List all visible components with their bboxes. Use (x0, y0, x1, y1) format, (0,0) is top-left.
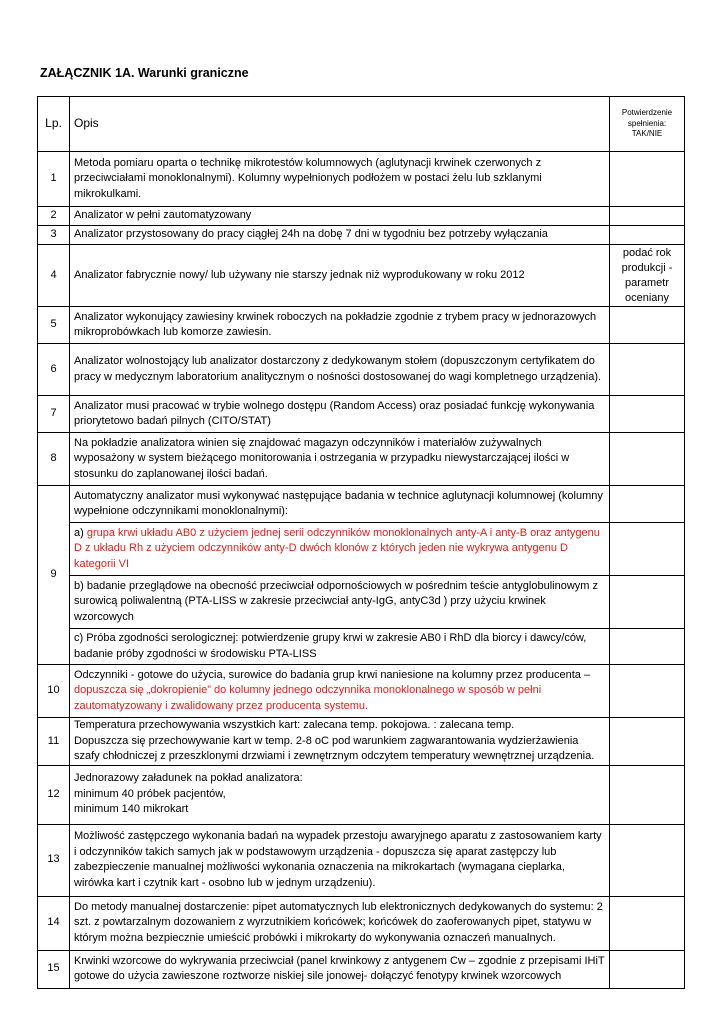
row-description: Analizator przystosowany do pracy ciągłej 24h na dobę 7 dni w tygodniu bez potrzeby wyłączania (70, 226, 610, 245)
table-row-sub (38, 523, 685, 576)
row-line: minimum 140 mikrokart (74, 803, 189, 816)
confirm-cell[interactable] (610, 665, 685, 718)
row-description: Analizator wykonujący zawiesiny krwinek roboczych na pokładzie zgodnie z trybem pracy w jednorazowych mikroprobówkach lub komorze zawiesin. (70, 307, 610, 344)
row-number: 13 (38, 824, 70, 896)
row-description (70, 665, 610, 718)
row-text: Odczynniki - gotowe do użycia, surowice do badania grup krwi naniesione na kolumny przez producenta – (74, 668, 591, 681)
table-row (38, 152, 685, 207)
row-number: 5 (38, 307, 70, 344)
confirm-cell[interactable]: podać rok produkcji - parametr oceniany (610, 245, 685, 307)
header-opis: Opis (70, 97, 610, 152)
confirm-cell[interactable] (610, 523, 685, 576)
table-row (38, 665, 685, 718)
row-description: Metoda pomiaru oparta o technikę mikrotestów kolumnowych (aglutynacji krwinek czerwonych z przeciwciałami monoklonalnymi). Kolumny wypełnionych podłożem w postaci żelu lub szklanymi mikrokulkami. (70, 152, 610, 207)
row-description (70, 718, 610, 766)
row-line: Temperatura przechowywania wszystkich kart: zalecana temp. pokojowa. : zalecana temp. (74, 719, 515, 731)
row-text-red: dopuszcza się „dokropienie” do kolumny jednego odczynnika monoklonalnego w sposób w pełni zautomatyzowany i zwalidowany przez producenta systemu. (74, 684, 542, 712)
confirm-cell[interactable] (610, 226, 685, 245)
header-confirm: Potwierdzenie spełnienia: TAK/NIE (610, 97, 685, 152)
row-description: Możliwość zastępczego wykonania badań na wypadek przestoju awaryjnego aparatu z zastosowaniem karty i odczynników takich samych jak w podstawowym urządzenia - dopuszcza się aparat zastępczy lub zabezpieczenie manualnej możliwości wykonania oznaczenia na mikrokartach (wymagana cieplarka, wirówka kart i czytnik kart - osobno lub w jednym urządzeniu). (70, 824, 610, 896)
confirm-cell[interactable] (610, 396, 685, 433)
table-row (38, 245, 685, 307)
confirm-cell[interactable] (610, 433, 685, 486)
confirm-cell[interactable] (610, 765, 685, 824)
row-description (70, 765, 610, 824)
confirm-cell[interactable] (610, 152, 685, 207)
row-number: 14 (38, 896, 70, 950)
confirm-cell[interactable] (610, 718, 685, 766)
table-row (38, 718, 685, 766)
table-row (38, 950, 685, 988)
row-number: 8 (38, 433, 70, 486)
row-line: minimum 40 próbek pacjentów, (74, 787, 226, 800)
row-description: Automatyczny analizator musi wykonywać następujące badania w technice aglutynacji kolumnowej (kolumny wypełnione odczynnikami monoklonalnymi): (70, 486, 610, 523)
table-row (38, 396, 685, 433)
table-row (38, 307, 685, 344)
table-row (38, 226, 685, 245)
row-number: 7 (38, 396, 70, 433)
row-description: Analizator w pełni zautomatyzowany (70, 207, 610, 226)
confirm-cell[interactable] (610, 824, 685, 896)
row-line: Dopuszcza się przechowywanie kart w temp. 2-8 oC pod warunkiem zagwarantowania wydzierżawienia szafy chłodniczej z przeszklonymi drzwiami i zewnętrznym odczytem temperatury wewnętrznej urządzenia. (74, 734, 595, 762)
subitem-a-prefix: a) (74, 526, 87, 539)
table-row (38, 896, 685, 950)
table-row (38, 433, 685, 486)
table-row-sub (38, 629, 685, 665)
confirm-cell[interactable] (610, 576, 685, 629)
row-number: 1 (38, 152, 70, 207)
table-row-sub (38, 576, 685, 629)
table-header-row (38, 97, 685, 152)
row-description: Analizator fabrycznie nowy/ lub używany nie starszy jednak niż wyprodukowany w roku 2012 (70, 245, 610, 307)
row-number: 15 (38, 950, 70, 988)
confirm-cell[interactable] (610, 896, 685, 950)
table-row (38, 486, 685, 523)
subitem-a-text: grupa krwi układu AB0 z użyciem jednej serii odczynników monoklonalnych anty-A i anty-B oraz antygenu D z układu Rh z użyciem odczynników anty-D dwóch klonów z których jeden nie wykrywa antygenu D kategorii VI (74, 526, 600, 570)
table-row (38, 344, 685, 396)
row-line: Jednorazowy załadunek na pokład analizatora: (74, 772, 303, 785)
confirm-cell[interactable] (610, 486, 685, 523)
row-number: 11 (38, 718, 70, 766)
row-subitem-b: b) badanie przeglądowe na obecność przeciwciał odpornościowych w pośrednim teście antyglobulinowym z surowicą poliwalentną (PTA-LISS w zakresie przeciwciał anty-IgG, antyC3d ) przy użyciu krwinek wzorcowych (70, 576, 610, 629)
confirm-cell[interactable] (610, 629, 685, 665)
table-row (38, 207, 685, 226)
page-title: ZAŁĄCZNIK 1A. Warunki graniczne (40, 66, 249, 80)
row-description: Analizator musi pracować w trybie wolnego dostępu (Random Access) oraz posiadać funkcję wykonywania priorytetowo badań pilnych (CITO/STAT) (70, 396, 610, 433)
row-number: 12 (38, 765, 70, 824)
row-number: 3 (38, 226, 70, 245)
confirm-cell[interactable] (610, 344, 685, 396)
header-lp: Lp. (38, 97, 70, 152)
table-row (38, 824, 685, 896)
row-number: 2 (38, 207, 70, 226)
row-number: 9 (38, 486, 70, 665)
row-subitem-a (70, 523, 610, 576)
row-number: 4 (38, 245, 70, 307)
requirements-table (37, 96, 685, 989)
table-row (38, 765, 685, 824)
confirm-cell[interactable] (610, 950, 685, 988)
confirm-cell[interactable] (610, 307, 685, 344)
row-number: 6 (38, 344, 70, 396)
row-description: Na pokładzie analizatora winien się znajdować magazyn odczynników i materiałów zużywalnych wyposażony w system bieżącego monitorowania i ostrzegania w przypadku niewystarczającej ilości w stosunku do zaplanowanej ilości badań. (70, 433, 610, 486)
row-number: 10 (38, 665, 70, 718)
confirm-cell[interactable] (610, 207, 685, 226)
row-description: Do metody manualnej dostarczenie: pipet automatycznych lub elektronicznych dedykowanych do systemu: 2 szt. z powtarzalnym dozowaniem z wyrzutnikiem końcówek; końcówek do zaoferowanych pipet, statywu w którym można bezpiecznie umieścić probówki i mikrokarty do wykonywania oznaczeń manualnych. (70, 896, 610, 950)
row-description: Analizator wolnostojący lub analizator dostarczony z dedykowanym stołem (dopuszczonym certyfikatem do pracy w medycznym laboratorium analitycznym o nośności dostosowanej do wagi kompletnego urządzenia). (70, 344, 610, 396)
row-subitem-c: c) Próba zgodności serologicznej: potwierdzenie grupy krwi w zakresie AB0 i RhD dla biorcy i dawcy/ców, badanie próby zgodności w środowisku PTA-LISS (70, 629, 610, 665)
row-description: Krwinki wzorcowe do wykrywania przeciwciał (panel krwinkowy z antygenem Cw – zgodnie z przepisami IHiT gotowe do użycia zawieszone roztworze niskiej sile jonowej- dołączyć fenotypy krwinek wzorcowych (70, 950, 610, 988)
